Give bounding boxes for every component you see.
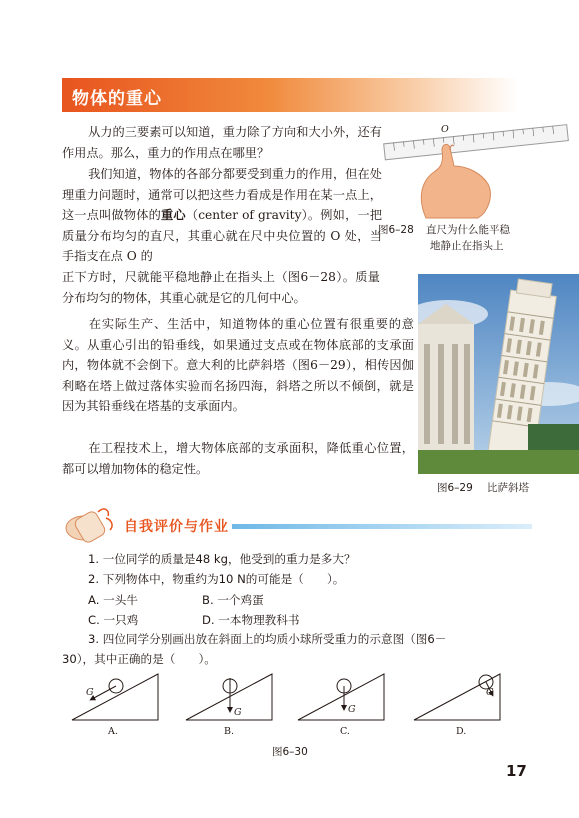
- question-2: 2. 下列物体中，物重约为10 N的可能是（ ）。: [88, 572, 345, 586]
- figure-6-29-caption-text: 比萨斜塔: [487, 482, 529, 494]
- diagram-a-label: A.: [108, 726, 118, 737]
- question-2-option-c: C. 一只鸡: [88, 613, 139, 627]
- diagram-c-label: C.: [340, 726, 350, 737]
- figure-6-28-caption-line2: 地静止在指头上: [430, 240, 504, 252]
- scroll-icon: [62, 504, 120, 544]
- term-center-of-gravity: 重心: [161, 208, 186, 223]
- question-3-line2: 30），其中正确的是（ ）。: [62, 652, 216, 666]
- question-1: 1. 一位同学的质量是48 kg，他受到的重力是多大？: [88, 552, 356, 566]
- question-2-option-b: B. 一个鸡蛋: [202, 593, 264, 607]
- question-3-line1: 3. 四位同学分别画出放在斜面上的均质小球所受重力的示意图（图6－: [88, 632, 447, 646]
- figure-6-28-caption-line1: 直尺为什么能平稳: [426, 224, 510, 236]
- question-2-option-d: D. 一本物理教科书: [202, 613, 300, 627]
- ruler-point-label: O: [441, 124, 449, 135]
- diagram-c: [298, 674, 384, 720]
- page-number: 17: [506, 762, 527, 780]
- diagram-b-label: B.: [224, 726, 235, 737]
- paragraph-1: 从力的三要素可以知道，重力除了方向和大小外，还有作用点。那么，重力的作用点在哪里？: [62, 125, 382, 160]
- diagram-c-force-label: G: [348, 704, 356, 715]
- section-title: 物体的重心: [72, 89, 162, 109]
- question-2-option-a: A. 一头牛: [88, 593, 138, 607]
- diagram-d-label: D.: [456, 726, 467, 737]
- figure-6-28-caption-num: 图6–28: [378, 224, 414, 236]
- ruler-on-finger-figure: [378, 120, 578, 220]
- homework-title: 自我评价与作业: [124, 519, 229, 535]
- paragraph-4: 在工程技术上，增大物体底部的支承面积，降低重心位置，都可以增加物体的稳定性。: [62, 441, 414, 476]
- paragraph-3: 在实际生产、生活中，知道物体的重心位置有很重要的意义。从重心引出的铅垂线，如果通过支点或在物体底部的支承面内，物体就不会倒下。意大利的比萨斜塔（图6－29），相传因伽利略在塔上做过落体实验而名扬四海，斜塔之所以不倾倒，就是因为其铅垂线在塔基的支承面内。: [62, 317, 414, 414]
- figure-6-29-caption-num: 图6–29: [437, 482, 473, 494]
- paragraph-2: 我们知道，物体的各部分都要受到重力的作用，但在处理重力问题时，通常可以把这些力看成是作用在某一点上，这一点叫做物体的重心（center of gravity）。例如，一把质量分布均匀的直尺，其重心就在尺中央位置的 O 处，当手指支在点 O 的: [62, 167, 383, 264]
- diagram-a-force-label: G: [86, 687, 94, 698]
- figure-6-30-caption: 图6–30: [272, 746, 308, 758]
- homework-divider: [232, 524, 532, 529]
- diagram-b-force-label: G: [234, 707, 242, 718]
- leaning-tower-photo: [418, 274, 579, 474]
- diagram-a: [72, 674, 158, 720]
- diagram-b: [186, 674, 272, 720]
- figure-6-30-diagrams: [62, 670, 522, 750]
- paragraph-2-cont: 正下方时，尺就能平稳地静止在指头上（图6－28）。质量分布均匀的物体，其重心就是它的几何中心。: [62, 270, 380, 305]
- diagram-d-force-label: G: [486, 687, 494, 698]
